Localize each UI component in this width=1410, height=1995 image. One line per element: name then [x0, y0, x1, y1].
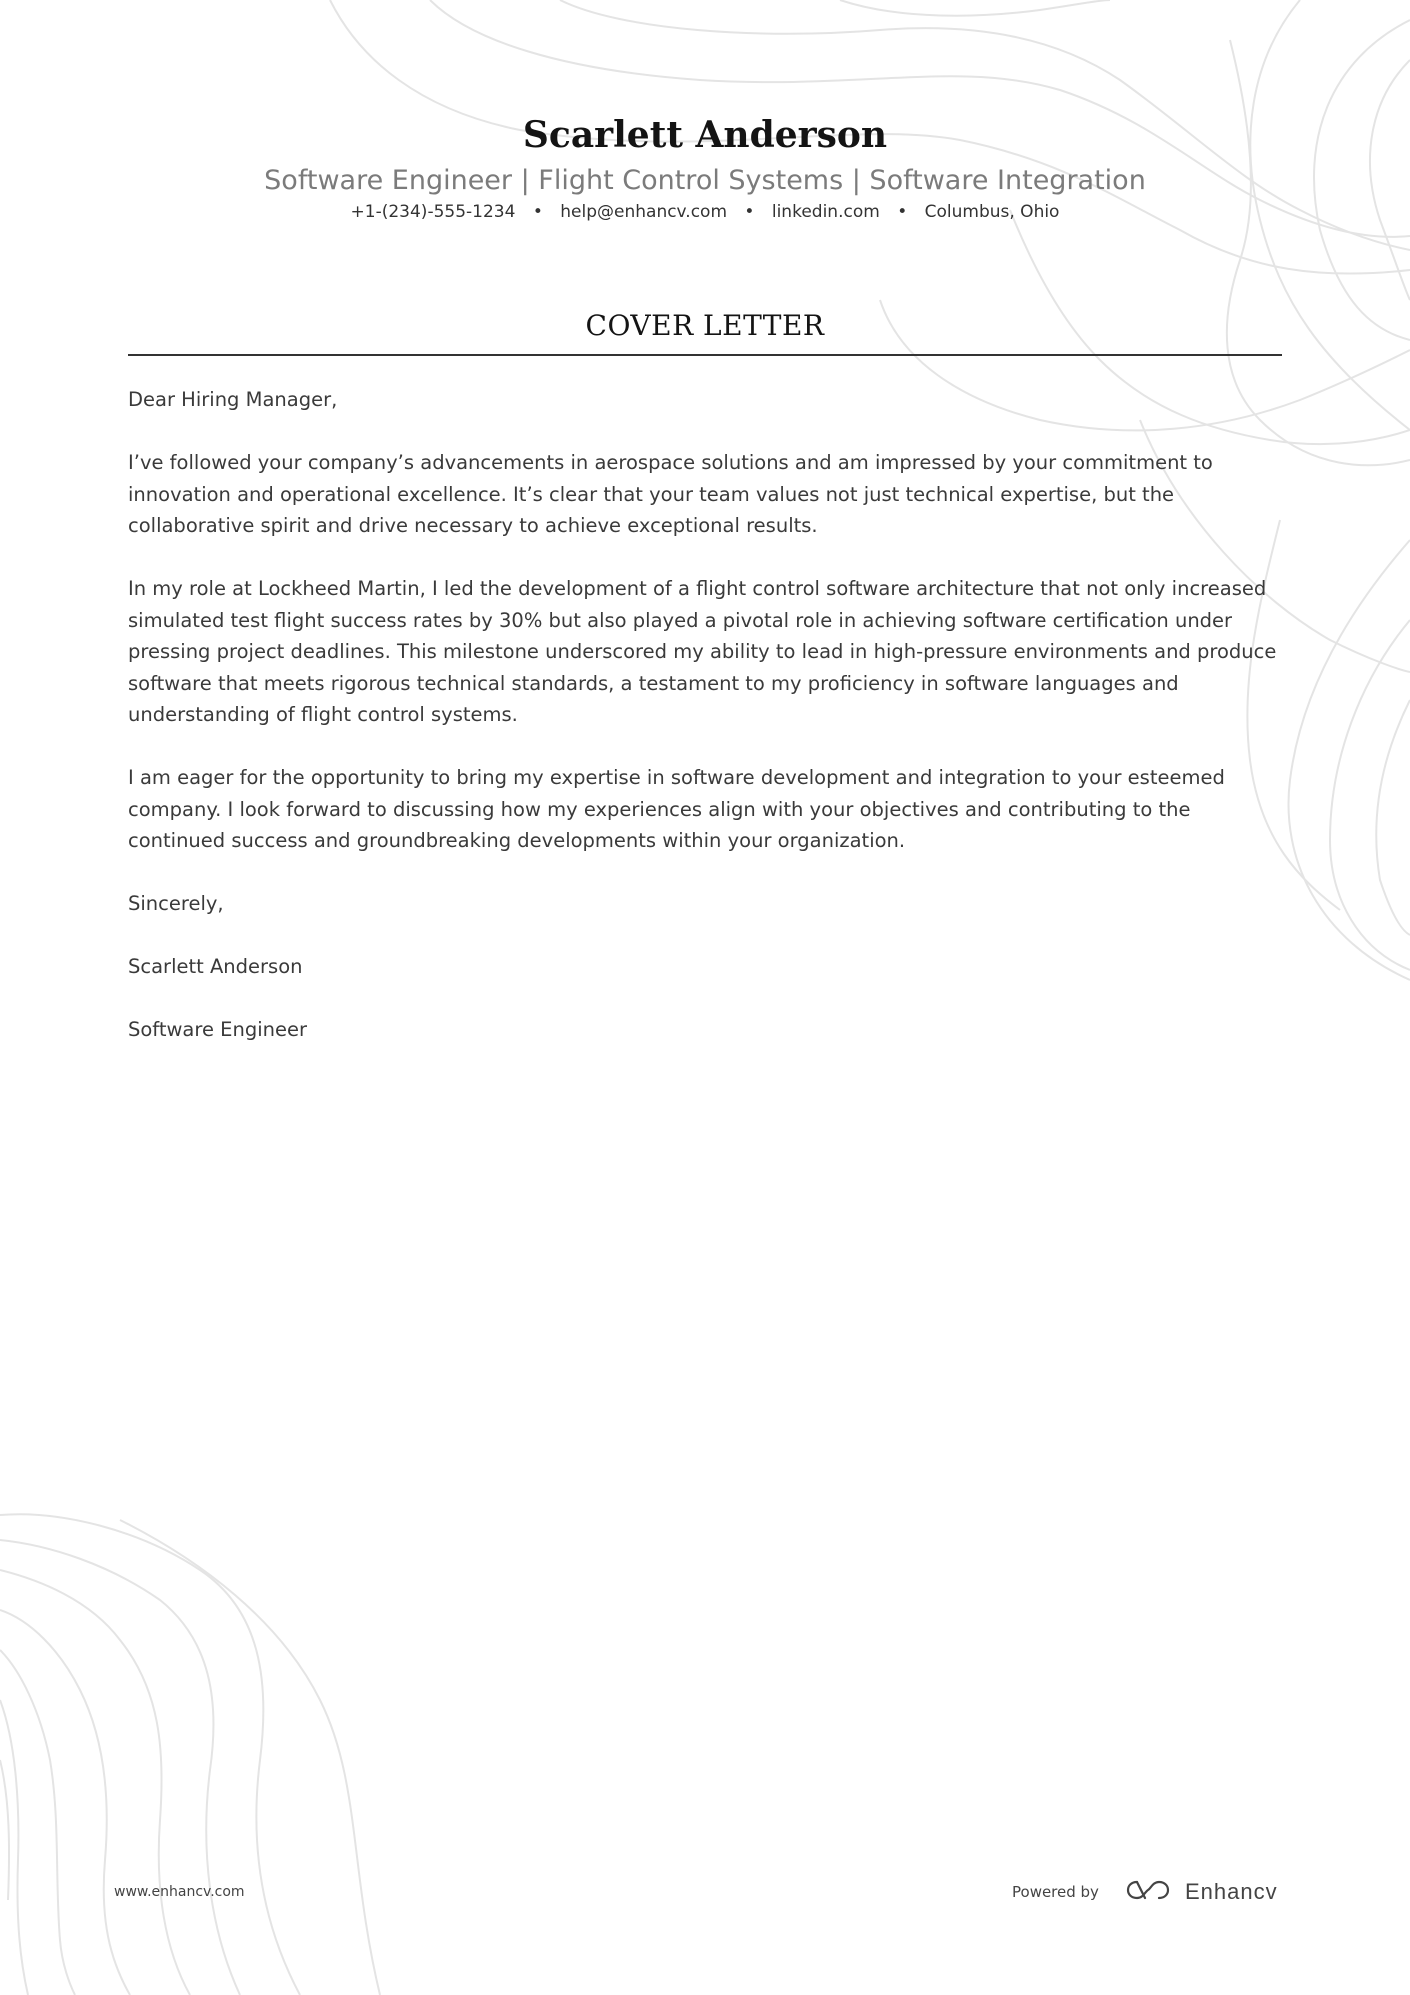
infinity-logo-icon: [1125, 1878, 1171, 1906]
signature-title: Software Engineer: [128, 1018, 308, 1041]
bullet-separator: •: [532, 202, 543, 222]
contact-location: Columbus, Ohio: [924, 202, 1060, 222]
powered-by-label: Powered by: [1012, 1883, 1099, 1901]
letter-closing: Sincerely,: [128, 892, 224, 915]
letter-paragraph: In my role at Lockheed Martin, I led the development of a flight control software architecture that not only increased simulated test flight success rates by 30% but also played a pivotal role in achieving software certification under pressing project deadlines. This milestone underscored my ability to lead in high-pressure environments and produce software that meets rigorous technical standards, a testament to my proficiency in software languages and understanding of flight control systems.: [128, 577, 1277, 726]
signature-name: Scarlett Anderson: [128, 955, 303, 978]
contact-email[interactable]: help@enhancv.com: [560, 202, 728, 222]
candidate-name: Scarlett Anderson: [522, 114, 888, 156]
bullet-separator: •: [897, 202, 908, 222]
contact-line: [0, 200, 1410, 224]
letter-body: [128, 384, 1282, 1077]
section-title: COVER LETTER: [585, 309, 825, 342]
brand-name: Enhancv: [1184, 1879, 1278, 1904]
footer-website[interactable]: www.enhancv.com: [114, 1884, 245, 1900]
letter-paragraph: I am eager for the opportunity to bring my expertise in software development and integration to your esteemed company. I look forward to discussing how my experiences align with your objectives and contributing to the continued success and groundbreaking developments within your organization.: [128, 766, 1225, 852]
bullet-separator: •: [744, 202, 755, 222]
candidate-title: Software Engineer | Flight Control Systems | Software Integration: [264, 165, 1146, 196]
letter-paragraph: I’ve followed your company’s advancements in aerospace solutions and am impressed by your commitment to innovation and operational excellence. It’s clear that your team values not just technical expertise, but the collaborative spirit and drive necessary to achieve exceptional results.: [128, 451, 1213, 537]
contact-phone[interactable]: +1-(234)-555-1234: [350, 202, 516, 222]
header: [0, 110, 1410, 224]
footer-branding[interactable]: [1012, 1876, 1278, 1908]
letter-greeting: Dear Hiring Manager,: [128, 388, 338, 411]
section-divider: [128, 354, 1282, 356]
contact-linkedin[interactable]: linkedin.com: [771, 202, 880, 222]
